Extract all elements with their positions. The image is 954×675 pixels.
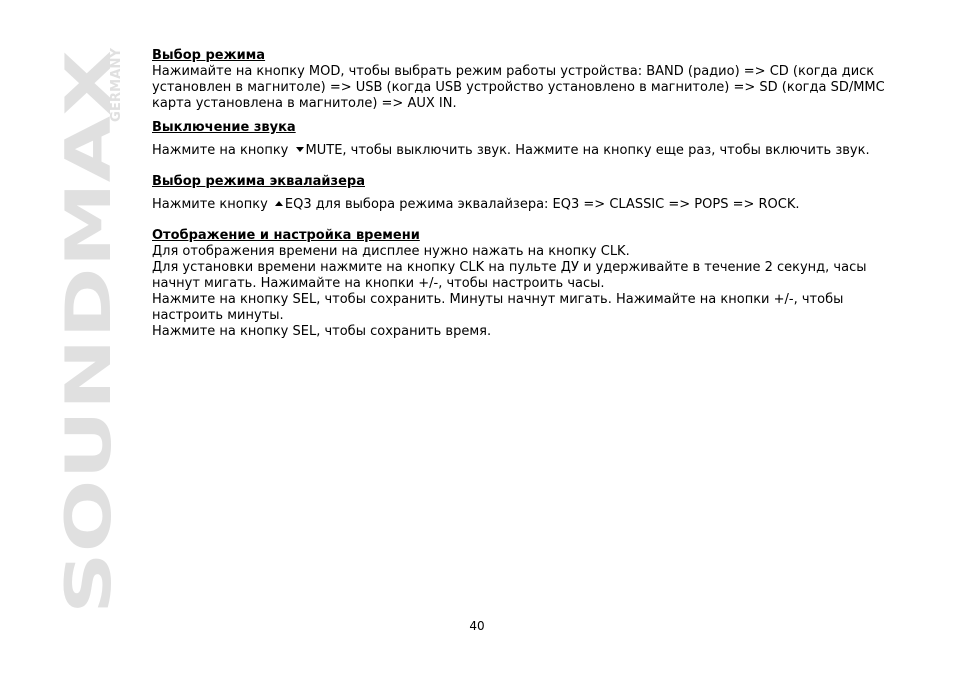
section-title-mode: Выбор режима [152,48,266,63]
section-text-eq [152,197,912,213]
triangle-up-icon [275,201,283,206]
soundmax-watermark-logo [52,42,125,614]
time-line: Для установки времени нажмите на кнопку CLK на пульте ДУ и удерживайте в течение 2 секунд, часы начнут мигать. Нажимайте на кнопки +/-, чтобы настроить часы. [152,260,867,291]
section-title-time: Отображение и настройка времени [152,228,420,243]
section-mute [152,120,912,159]
time-line: Для отображения времени на дисплее нужно нажать на кнопку CLK. [152,244,630,259]
brand-name: SOUNDMAX [52,205,125,614]
section-eq [152,174,912,213]
eq-text-before: Нажмите кнопку [152,197,268,212]
section-title-mute: Выключение звука [152,120,296,135]
section-time [152,228,912,340]
brand-sub: GERMANY [109,49,124,122]
triangle-down-icon [296,147,304,152]
mute-text-before: Нажмите на кнопку [152,143,289,158]
section-text-mute [152,143,912,159]
eq-text-after: EQ3 для выбора режима эквалайзера: EQ3 => CLASSIC => POPS => ROCK. [284,197,800,212]
section-text-mode: Нажимайте на кнопку MOD, чтобы выбрать режим работы устройства: BAND (радио) => CD (когда диск установлен в магнитоле) => USB (когда USB устройство установлено в магнитоле) => SD (когда SD/MMC карта установлена в магнитоле) => AUX IN. [152,64,885,111]
mute-text-after: MUTE, чтобы выключить звук. Нажмите на кнопку еще раз, чтобы включить звук. [305,143,870,158]
time-line: Нажмите на кнопку SEL, чтобы сохранить. Минуты начнут мигать. Нажимайте на кнопки +/-, чтобы настроить минуты. [152,292,844,323]
section-mode [152,48,912,112]
time-line: Нажмите на кнопку SEL, чтобы сохранить время. [152,324,492,339]
page-content [152,48,912,340]
page-number: 40 [469,619,485,633]
section-title-eq: Выбор режима эквалайзера [152,174,365,189]
